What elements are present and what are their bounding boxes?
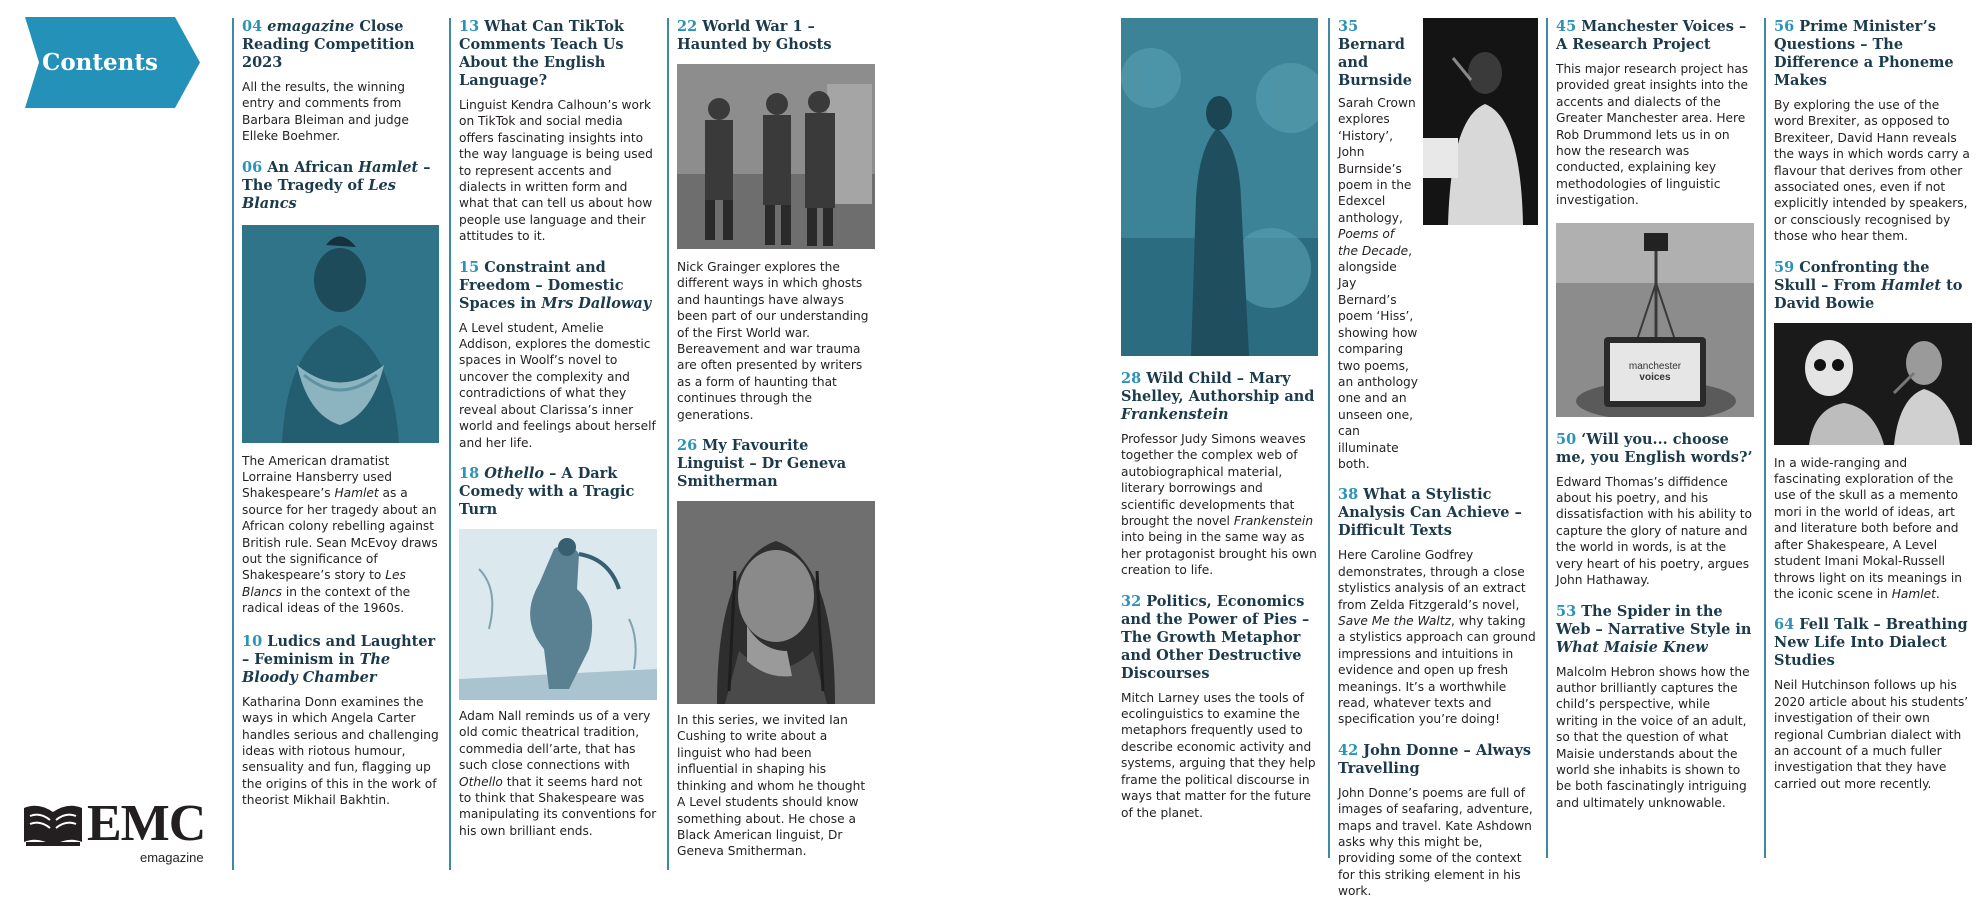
toc-entry-28[interactable]	[1121, 370, 1318, 579]
manchester-voices-sign: manchester voices	[1628, 360, 1682, 383]
column-divider	[232, 18, 234, 870]
entry-title[interactable]: 42 John Donne – Always Travelling	[1338, 741, 1532, 777]
emc-logo	[22, 795, 222, 868]
entry-title[interactable]: 32 Politics, Economics and the Power of Pies – The Growth Metaphor and Other Destructive Discourses	[1121, 592, 1310, 682]
bowie-skull-photo	[1774, 323, 1972, 445]
column-divider	[1546, 18, 1548, 858]
toc-entry-42[interactable]	[1338, 742, 1536, 900]
entry-description: A Level student, Amelie Addison, explores the domestic spaces in Woolf’s novel to uncover the complexity and contradictions of what they reveal about Clarissa’s inner world and feelings about herself and her life.	[459, 320, 656, 450]
contents-label: Contents	[42, 49, 158, 76]
logo-subtitle: emagazine	[140, 850, 204, 865]
entry-title[interactable]: 56 Prime Minister’s Questions – The Difference a Phoneme Makes	[1774, 18, 1954, 89]
toc-column-3	[677, 18, 875, 874]
contents-banner	[25, 17, 200, 108]
logo-brand: EMC	[87, 795, 206, 852]
entry-title[interactable]: 45 Manchester Voices – A Research Project	[1556, 18, 1747, 53]
toc-entry-56[interactable]	[1774, 18, 1972, 245]
manchester-voices-photo	[1556, 223, 1754, 417]
entry-description: Linguist Kendra Calhoun’s work on TikTok and social media offers fascinating insights into the way language is being used to represent accents and dialects in written form and what that can tell us about how people use language and their attitudes to it.	[459, 98, 653, 244]
column-divider	[1764, 18, 1766, 858]
entry-description: Sarah Crown explores ‘History’, John Burnside’s poem in the Edexcel anthology, Poems of the Decade, alongside Jay Bernard’s poem ‘Hiss’, showing how comparing two poems, an anthology one and an unseen one, can illuminate both.	[1338, 96, 1419, 471]
entry-description: John Donne’s poems are full of images of seafaring, adventure, maps and travel. Kate Ashdown asks why this might be, providing some of the context for this striking element in his work.	[1338, 785, 1533, 899]
toc-entry-26[interactable]	[677, 437, 875, 860]
toc-column-2	[459, 18, 657, 853]
toc-entry-22[interactable]	[677, 18, 875, 423]
toc-entry-53[interactable]	[1556, 603, 1754, 812]
entry-description: Here Caroline Godfrey demonstrates, through a close stylistics analysis of an extract from Zelda Fitzgerald’s novel, Save Me the Waltz, why taking a stylistics approach can ground impressions and intuitions in evidence and open up fresh meanings. It’s a worthwhile read, whatever texts and specification you’re doing!	[1338, 548, 1536, 727]
column-divider	[667, 18, 669, 870]
ww1-soldiers-photo	[677, 64, 875, 249]
entry-title[interactable]: 10 Ludics and Laughter – Feminism in The Bloody Chamber	[242, 632, 436, 686]
entry-title[interactable]: 22 World War 1 – Haunted by Ghosts	[677, 18, 832, 53]
entry-title[interactable]: 04 emagazine Close Reading Competition 2023	[242, 18, 415, 71]
toc-entry-59[interactable]	[1774, 259, 1972, 603]
commedia-engraving	[459, 529, 657, 700]
toc-entry-64[interactable]	[1774, 616, 1972, 792]
toc-column-1	[242, 18, 439, 823]
toc-entry-18[interactable]	[459, 465, 657, 839]
toc-entry-15[interactable]	[459, 259, 657, 451]
jay-bernard-photo	[1423, 18, 1538, 225]
toc-column-5	[1338, 18, 1536, 914]
entry-description: Professor Judy Simons weaves together the complex web of autobiographical material, literary borrowings and scientific developments that brought the novel Frankenstein into being in the same way as her protagonist brought his own creation to life.	[1121, 432, 1317, 578]
column-divider	[1328, 18, 1330, 858]
entry-title[interactable]: 13 What Can TikTok Comments Teach Us About the English Language?	[459, 18, 624, 89]
toc-entry-06[interactable]	[242, 159, 439, 617]
entry-description: Neil Hutchinson follows up his 2020 article about his students’ investigation of their own regional Cumbrian dialect with an account of a much fuller investigation that they have carried out more recently.	[1774, 678, 1969, 791]
entry-title[interactable]: 53 The Spider in the Web – Narrative Style in What Maisie Knew	[1556, 602, 1752, 656]
hamlet-actor-photo	[242, 225, 439, 443]
entry-description: This major research project has provided great insights into the accents and dialects of the Greater Manchester area. Here Rob Drummond lets us in on how the research was conducted, explaining key methodologies of linguistic investigation.	[1556, 62, 1749, 208]
toc-column-7	[1774, 18, 1972, 806]
column-divider	[449, 18, 451, 870]
entry-description: All the results, the winning entry and comments from Barbara Bleiman and judge Elleke Boehmer.	[242, 80, 409, 144]
entry-description: Adam Nall reminds us of a very old comic theatrical tradition, commedia dell’arte, that has such close connections with Othello that it seems hard not to think that Shakespeare was manipulating its conventions for his own brilliant ends.	[459, 708, 657, 838]
entry-title[interactable]: 35 Bernard and Burnside	[1338, 18, 1413, 89]
entry-title[interactable]: 06 An African Hamlet – The Tragedy of Les Blancs	[242, 158, 431, 212]
toc-entry-50[interactable]	[1556, 431, 1754, 589]
toc-entry-13[interactable]	[459, 18, 657, 245]
entry-description: Nick Grainger explores the different ways in which ghosts and hauntings have always been part of our understanding of the First World war. Bereavement and war trauma are often presented by writers as a form of haunting that continues through the generations.	[677, 260, 869, 422]
entry-title[interactable]: 15 Constraint and Freedom – Domestic Spaces in Mrs Dalloway	[459, 258, 652, 312]
entry-title[interactable]: 26 My Favourite Linguist – Dr Geneva Smitherman	[677, 437, 847, 491]
toc-column-4	[1121, 18, 1318, 835]
entry-description: By exploring the use of the word Brexiter, as opposed to Brexiteer, David Hann reveals the ways in which words carry a flavour that derives from other associated ones, even if not explicitly intended by speakers, or consciously recognised by those who hear them.	[1774, 98, 1970, 244]
entry-description: In this series, we invited Ian Cushing to write about a linguist who had been influential in shaping his thinking and whom he thought A Level students should know something about. He chose a Black American linguist, Dr Geneva Smitherman.	[677, 713, 866, 859]
toc-entry-45[interactable]	[1556, 18, 1754, 209]
entry-description: Mitch Larney uses the tools of ecolinguistics to examine the metaphors frequently used to describe economic activity and systems, arguing that they help frame the political discourse in ways that matter for the future of the planet.	[1121, 690, 1316, 820]
entry-description: The American dramatist Lorraine Hansberry used Shakespeare’s Hamlet as a source for her tragedy about an African colony rebelling against British rule. Sean McEvoy draws out the significance of Shakespeare’s story to Les Blancs in the context of the radical ideas of the 1960s.	[242, 453, 438, 616]
entry-title[interactable]: 50 ‘Will you... choose me, you English words?’	[1556, 430, 1753, 466]
entry-description: In a wide-ranging and fascinating exploration of the use of the skull as a memento mori in the world of ideas, art and literature both before and after Shakespeare, A Level student Imani Mokal-Russell throws light on its meanings in the iconic scene in Hamlet.	[1774, 455, 1962, 601]
frankenstein-figure-photo	[1121, 18, 1318, 356]
entry-description: Malcolm Hebron shows how the author brilliantly captures the child’s perspective, while writing in the voice of an adult, so that the question of what Maisie understands about the world she inhabits is shown to be both fascinatingly intriguing and ultimately unknowable.	[1556, 664, 1750, 810]
entry-title[interactable]: 28 Wild Child – Mary Shelley, Authorship and Frankenstein	[1121, 370, 1315, 423]
entry-description: Edward Thomas’s diffidence about his poetry, and his dissatisfaction with his ability to capture the glory of nature and the world in words, is at the very heart of his poetry, argues John Hathaway.	[1556, 474, 1753, 588]
toc-entry-32[interactable]	[1121, 593, 1318, 821]
entry-description: Katharina Donn examines the ways in which Angela Carter handles serious and challenging ideas with riotous humour, sensuality and fun, flagging up the origins of this in the work of theorist Mikhail Bakhtin.	[242, 694, 439, 808]
toc-column-6	[1556, 18, 1754, 825]
open-book-icon	[22, 802, 84, 850]
entry-title[interactable]: 18 Othello – A Dark Comedy with a Tragic Turn	[459, 464, 635, 518]
entry-title[interactable]: 64 Fell Talk – Breathing New Life Into Dialect Studies	[1774, 616, 1968, 670]
geneva-smitherman-portrait	[677, 501, 875, 704]
entry-title[interactable]: 59 Confronting the Skull – From Hamlet to David Bowie	[1774, 258, 1963, 312]
toc-entry-10[interactable]	[242, 633, 439, 809]
toc-entry-38[interactable]	[1338, 486, 1536, 727]
entry-title[interactable]: 38 What a Stylistic Analysis Can Achieve – Difficult Texts	[1338, 486, 1522, 540]
toc-entry-04[interactable]	[242, 18, 439, 145]
